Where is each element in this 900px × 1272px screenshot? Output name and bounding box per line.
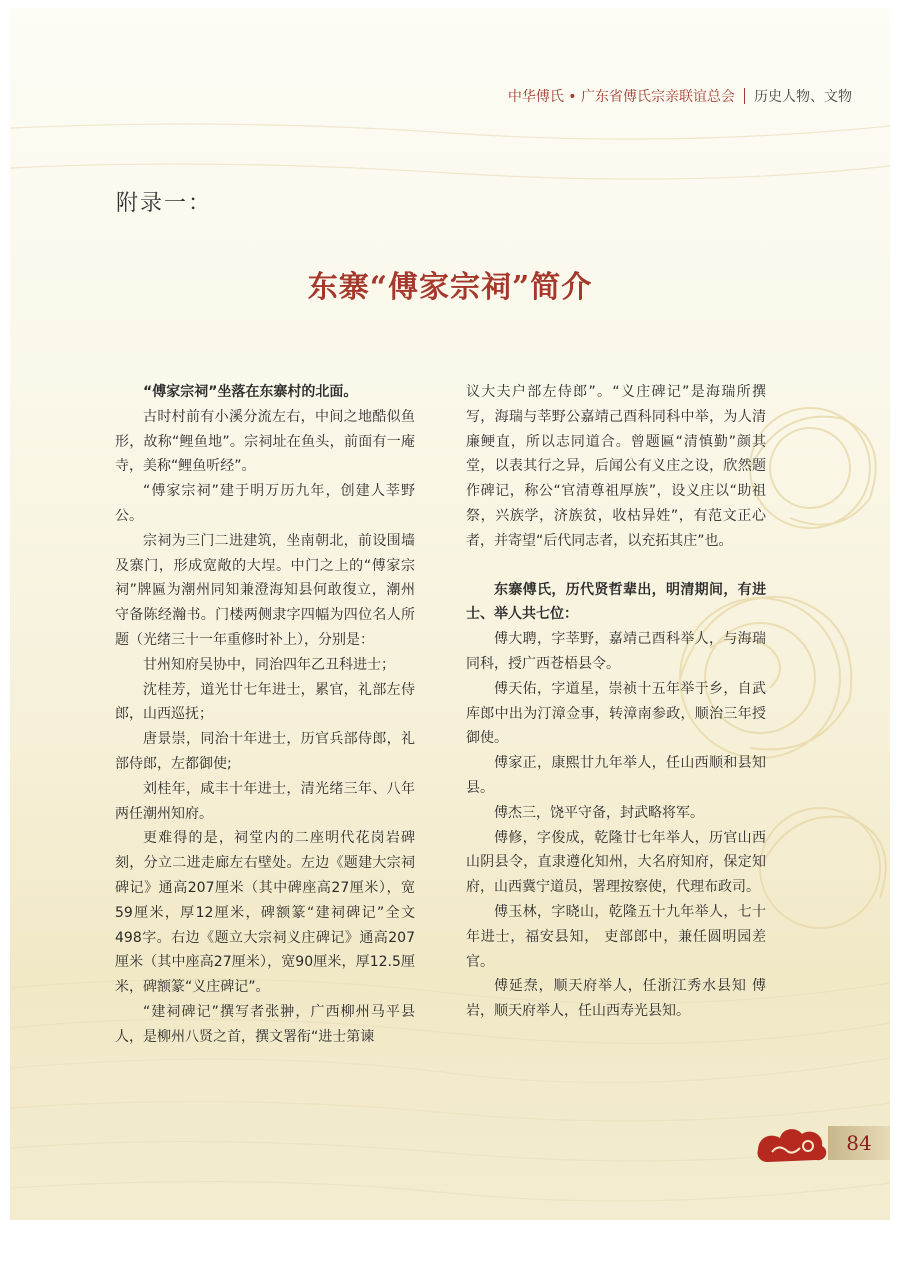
paragraph: 傅杰三，饶平守备，封武略将军。 [494, 804, 704, 821]
appendix-label: 附录一： [116, 191, 213, 216]
header-org: 中华傅氏 • 广东省傅氏宗亲联谊总会 [507, 89, 735, 105]
paragraph: 沈桂芳，道光廿七年进士，累官，礼部左侍郎，山西巡抚； [115, 681, 415, 723]
paragraph: 傅家正，康熙廿九年举人，任山西顺和县知县。 [466, 755, 766, 796]
paragraph: 傅天佑，字道星，崇祯十五年举于乡，自武库郎中出为汀漳佥事，转漳南参政，顺治三年授御使。 [466, 680, 766, 747]
paragraph: 傅延焘，顺天府举人，任浙江秀水县知 傅岩，顺天府举人，任山西寿光县知。 [466, 978, 766, 1020]
paragraph: 傅大聘，字莘野，嘉靖己酉科举人，与海瑞同科，授广西苍梧县令。 [466, 631, 766, 672]
running-header [508, 86, 852, 106]
auspicious-cloud-icon [752, 1120, 830, 1168]
paragraph: 更难得的是，祠堂内的二座明代花岗岩碑刻，分立二进走廊左右壁处。左边《题建大宗祠碑记》通高207厘米（其中碑座高27厘米），宽59厘米，厚12厘米，碑额篆“建祠碑记”全文498字。右边《题立大宗祠义庄碑记》通高207厘米（其中座高27厘米），宽90厘米，厚12.5厘米，碑额篆“义庄碑记”。 [115, 830, 415, 996]
page-number: 84 [828, 1126, 890, 1160]
paragraph: 宗祠为三门二进建筑，坐南朝北，前设围墙及寨门，形成宽敞的大埕。中门之上的“傅家宗祠”牌匾为潮州同知兼澄海知县何敢復立，潮州守备陈经瀚书。门楼两侧隶字四幅为四位名人所题（光绪三十一年重修时补上），分别是： [115, 532, 415, 648]
paragraph: 傅修，字俊成，乾隆廿七年举人，历官山西山阴县令，直隶遵化知州，大名府知府，保定知府，山西冀宁道员，署理按察使，代理布政司。 [466, 829, 766, 896]
paragraph: “建祠碑记”撰写者张翀，广西柳州马平县人，是柳州八贤之首，撰文署衔“进士第谏 [115, 1003, 415, 1045]
paragraph: 议大夫户部左侍郎”。“义庄碑记”是海瑞所撰写，海瑞与莘野公嘉靖己酉科同科中举，为人清廉鲠直，所以志同道合。曾题匾“清慎勤”颜其堂，以表其行之异，后闻公有义庄之设，欣然题作碑记，称公“官清尊祖厚族”，设义庄以“助祖祭，兴族学，济族贫，收枯异姓”，有范文正心者，并寄望“后代同志者，以充拓其庄”也。 [466, 384, 766, 549]
article-title: 东寨“傅家宗祠”简介 [307, 270, 593, 305]
paragraph: 古时村前有小溪分流左右，中间之地酷似鱼形，故称“鲤鱼地”。宗祠址在鱼头，前面有一庵寺，美称“鲤鱼听经”。 [115, 408, 415, 475]
paragraph: 傅玉林，字晓山，乾隆五十九年举人，七十年进士，福安县知， 吏部郎中，兼任圆明园差官。 [466, 903, 766, 970]
paragraph: 唐景崇，同治十年进士，历官兵部侍郎，礼部侍郎，左都御使; [115, 731, 415, 772]
header-section: 历史人物、文物 [754, 89, 852, 105]
paragraph: 甘州知府吴协中，同治四年乙丑科进士； [143, 656, 395, 673]
page [10, 8, 890, 1220]
paragraph: “傅家宗祠”坐落在东寨村的北面。 [143, 384, 358, 400]
paragraph: “傅家宗祠”建于明万历九年，创建人莘野公。 [115, 483, 415, 524]
header-divider [744, 88, 745, 104]
right-column [466, 380, 766, 1024]
left-column [115, 380, 415, 1050]
paragraph: 刘桂年，咸丰十年进士，清光绪三年、八年两任潮州知府。 [115, 780, 415, 822]
paragraph: 东寨傅氏，历代贤哲辈出，明清期间，有进士、举人共七位： [466, 581, 766, 623]
